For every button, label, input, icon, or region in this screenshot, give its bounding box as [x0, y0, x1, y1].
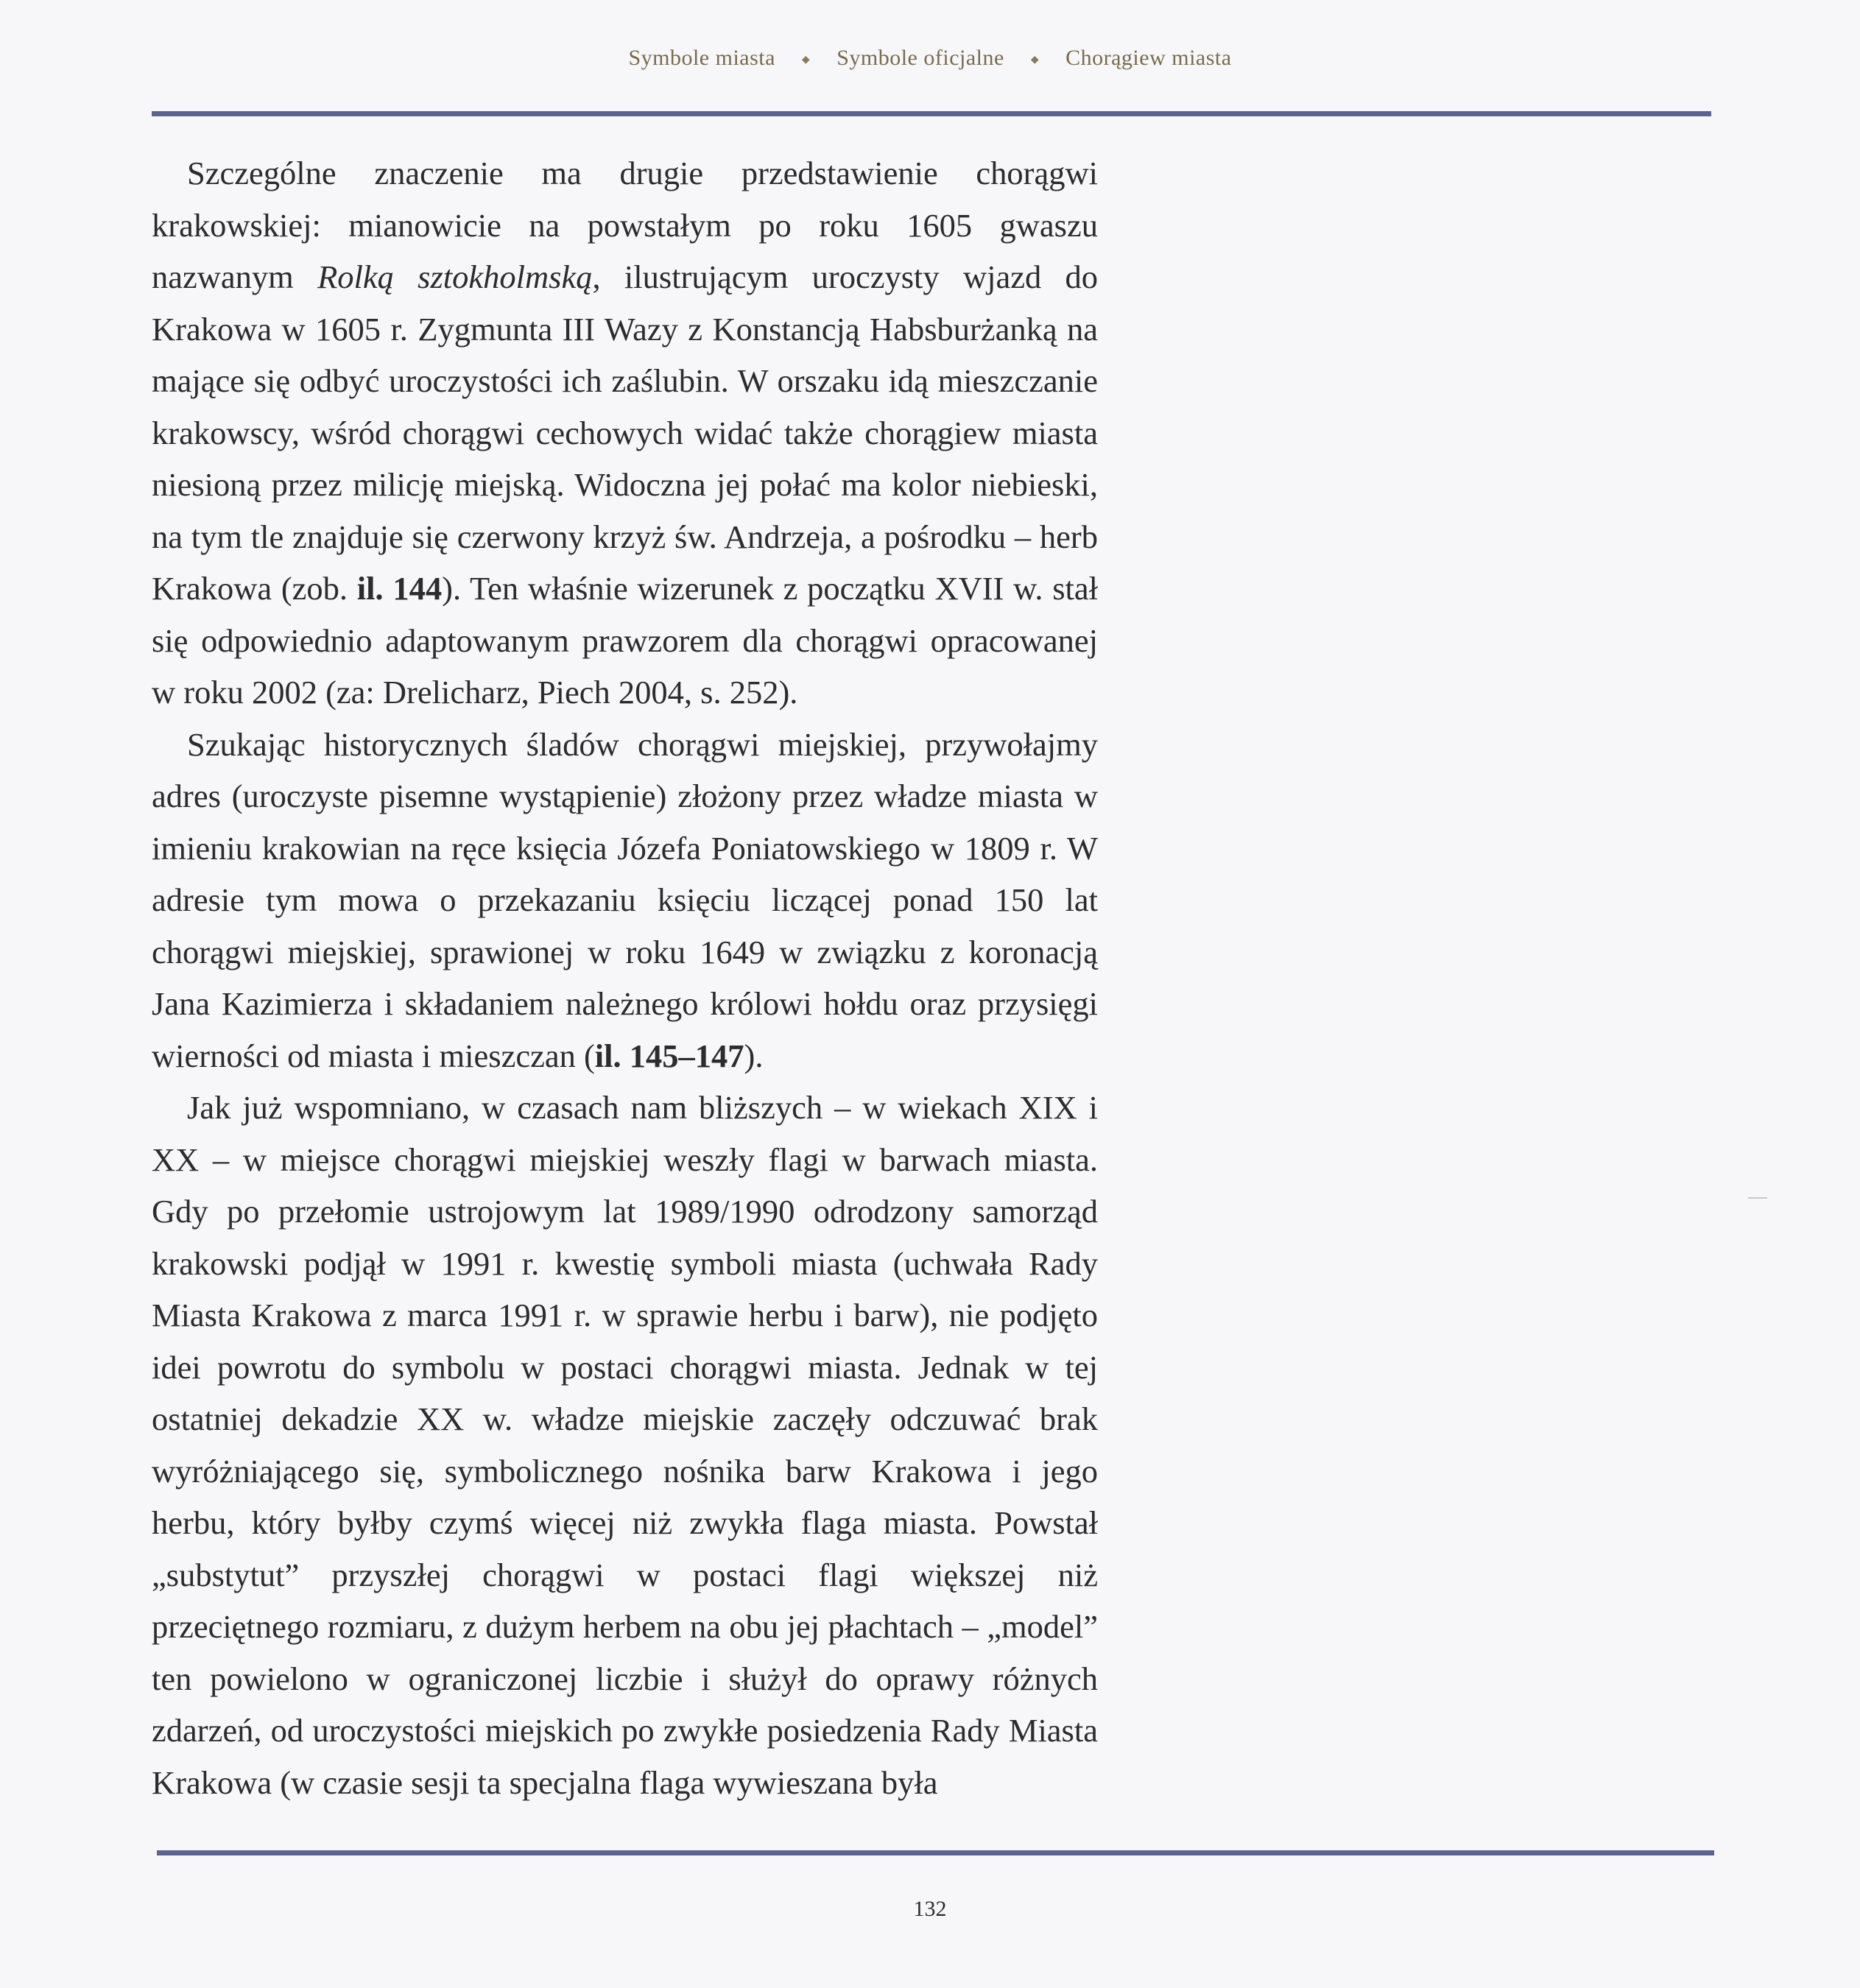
header-section-symbole-miasta: Symbole miasta — [628, 46, 775, 70]
paragraph-2-text-a: Szukając historycznych śladów chorągwi miejskiej, przywołajmy adres (uroczyste pisemne wystąpienie) złożony przez władze miasta w imieniu krakowian na ręce księcia Józefa Poniatowskiego w 1809 r. W adresie tym mowa o przekazaniu księciu liczącej ponad 150 lat chorągwi miejskiej, sprawionej w roku 1649 w związku z koronacją Jana Kazimierza i składaniem należnego królowi hołdu oraz przysięgi wierności od miasta i mieszczan ( — [152, 725, 1098, 1074]
running-header — [0, 46, 1860, 71]
paragraph-1-text-b: , ilustrującym uroczysty wjazd do Krakowa w 1605 r. Zygmunta III Wazy z Konstancją Habsburżanką na mające się odbyć uroczystości ich zaślubin. W orszaku idą mieszczanie krakowscy, wśród chorągwi cechowych widać także chorągiew miasta niesioną przez milicję miejską. Widoczna jej połać ma kolor niebieski, na tym tle znajduje się czerwony krzyż św. Andrzeja, a pośrodku – herb Krakowa (zob. — [152, 258, 1098, 607]
paragraph-3: Jak już wspomniano, w czasach nam bliższych – w wiekach XIX i XX – w miejsce chorągwi miejskiej weszły flagi w barwach miasta. Gdy po przełomie ustrojowym lat 1989/1990 odrodzony samorząd krakowski podjął w 1991 r. kwestię symboli miasta (uchwała Rady Miasta Krakowa z marca 1991 r. w sprawie herbu i barw), nie podjęto idei powrotu do symbolu w postaci chorągwi miasta. Jednak w tej ostatniej dekadzie XX w. władze miejskie zaczęły odczuwać brak wyróżniającego się, symbolicznego nośnika barw Krakowa i jego herbu, który byłby czymś więcej niż zwykła flaga miasta. Powstał „substytut” przyszłej chorągwi w postaci flagi większej niż przeciętnego rozmiaru, z dużym herbem na obu jej płachtach – „model” ten powielono w ograniczonej liczbie i służył do oprawy różnych zdarzeń, od uroczystości miejskich po zwykłe posiedzenia Rady Miasta Krakowa (w czasie sesji ta specjalna flaga wywieszana była — [152, 1089, 1098, 1801]
figure-reference: il. 145–147 — [594, 1037, 744, 1074]
header-section-choragiew-miasta: Chorągiew miasta — [1065, 46, 1232, 70]
margin-tick-mark — [1748, 1197, 1767, 1199]
header-separator-diamond-icon: ◆ — [1030, 54, 1040, 66]
header-rule — [152, 111, 1711, 116]
page-number: 132 — [913, 1897, 947, 1921]
paragraph-1-text-a: Szczególne znaczenie ma drugie przedstawienie chorągwi krakowskiej: mianowicie na powstałym po roku 1605 gwaszu nazwanym — [152, 155, 1098, 295]
artwork-title: Rolką sztokholmską — [317, 258, 593, 295]
paragraph-2-text-b: ). — [744, 1037, 764, 1074]
figure-reference: il. 144 — [356, 570, 443, 607]
footer-rule — [157, 1850, 1714, 1855]
header-separator-diamond-icon: ◆ — [801, 54, 811, 66]
paragraph-1-text-c: ). Ten właśnie wizerunek z początku XVII w. stał się odpowiednio adaptowanym prawzorem dla chorągwi opracowanej w roku 2002 (za: Drelicharz, Piech 2004, s. 252). — [152, 570, 1099, 711]
paragraph-2 — [152, 719, 1098, 1082]
header-section-symbole-oficjalne: Symbole oficjalne — [836, 46, 1004, 70]
paragraph-1 — [152, 147, 1098, 719]
main-text-column — [152, 147, 1098, 1808]
